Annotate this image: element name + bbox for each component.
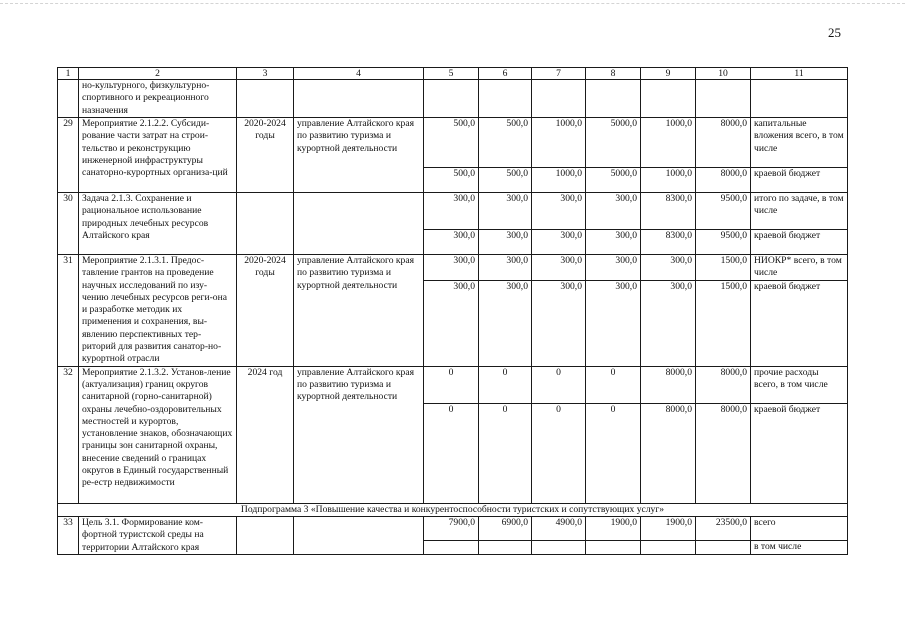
value-cell: 8000,0: [641, 403, 696, 503]
funding-source: капитальные вложения всего, в том числе: [751, 118, 848, 168]
column-number: 9: [641, 68, 696, 80]
column-number: 10: [696, 68, 751, 80]
value-cell: [586, 540, 641, 554]
value-cell: 300,0: [532, 193, 586, 230]
table-row: [58, 366, 848, 403]
value-cell: 1500,0: [696, 255, 751, 281]
value-cell: 300,0: [424, 280, 479, 366]
funding-source: НИОКР* всего, в том числе: [751, 255, 848, 281]
column-number: 3: [237, 68, 294, 80]
value-cell: 8000,0: [696, 366, 751, 403]
funding-source: итого по задаче, в том числе: [751, 193, 848, 230]
column-number: 7: [532, 68, 586, 80]
value-cell: 7900,0: [424, 516, 479, 540]
subprogram-row: [58, 503, 848, 516]
value-cell: 4900,0: [532, 516, 586, 540]
funding-source: краевой бюджет: [751, 280, 848, 366]
measure-name: Цель 3.1. Формирование ком-фортной туристской среды на территории Алтайского края: [79, 516, 237, 554]
value-cell: 9500,0: [696, 230, 751, 255]
scan-edge-line: [0, 3, 905, 4]
value-cell: 300,0: [532, 255, 586, 281]
value-cell: 9500,0: [696, 193, 751, 230]
value-cell: 300,0: [424, 255, 479, 281]
value-cell: 0: [532, 366, 586, 403]
value-cell: 6900,0: [479, 516, 532, 540]
column-number: 11: [751, 68, 848, 80]
table-row: [58, 193, 848, 230]
value-cell: 300,0: [479, 230, 532, 255]
funding-source: всего: [751, 516, 848, 540]
executor: управление Алтайского края по развитию туризма и курортной деятельности: [294, 255, 424, 367]
measure-name: Мероприятие 2.1.3.2. Установ-ление (актуализация) границ округов санитарной (горно-санитарной) охраны лечебно-оздоровительных местностей и курортов, установление знаков, обозначающих границы зон санитарной охраны, внесение сведений о границах округов в Единый государственный ре-естр недвижимости: [79, 366, 237, 503]
value-cell: 300,0: [479, 255, 532, 281]
value-cell: 300,0: [424, 193, 479, 230]
implementation-term: [237, 193, 294, 255]
row-number: 30: [58, 193, 79, 255]
value-cell: 23500,0: [696, 516, 751, 540]
value-cell: 8300,0: [641, 230, 696, 255]
value-cell: 300,0: [641, 280, 696, 366]
column-number: 1: [58, 68, 79, 80]
subprogram-title: Подпрограмма 3 «Повышение качества и конкурентоспособности туристских и сопутствующих услуг»: [58, 503, 848, 516]
value-cell: [532, 540, 586, 554]
row-number: 32: [58, 366, 79, 503]
value-cell: 300,0: [532, 230, 586, 255]
value-cell: 1000,0: [641, 118, 696, 168]
value-cell: 0: [586, 403, 641, 503]
value-cell: 500,0: [479, 168, 532, 193]
value-cell: 5000,0: [586, 118, 641, 168]
implementation-term: 2020-2024 годы: [237, 255, 294, 367]
value-cell: 0: [479, 366, 532, 403]
executor: [294, 516, 424, 554]
funding-source: краевой бюджет: [751, 403, 848, 503]
value-cell: 1000,0: [641, 168, 696, 193]
value-cell: 1900,0: [586, 516, 641, 540]
value-cell: 1000,0: [532, 168, 586, 193]
value-cell: 300,0: [586, 280, 641, 366]
measure-name: Мероприятие 2.1.3.1. Предос-тавление грантов на проведение научных исследований по изу-чению лечебных ресурсов реги-она и разработке методик их применения и сохранения, вы-явлению перспективных тер-риторий для развития санатор-но-курортной отрасли: [79, 255, 237, 367]
value-cell: 8000,0: [696, 168, 751, 193]
value-cell: 1000,0: [532, 118, 586, 168]
table-row: [58, 80, 848, 118]
value-cell: 300,0: [424, 230, 479, 255]
funding-source: прочие расходы всего, в том числе: [751, 366, 848, 403]
column-number: 6: [479, 68, 532, 80]
executor: [294, 193, 424, 255]
value-cell: 1900,0: [641, 516, 696, 540]
table-row: [58, 118, 848, 168]
measure-name: но-культурного, физкультурно-спортивного и рекреационного назначения: [79, 80, 237, 118]
value-cell: [479, 540, 532, 554]
value-cell: [696, 540, 751, 554]
table-row: [58, 516, 848, 540]
value-cell: 0: [532, 403, 586, 503]
row-number: 31: [58, 255, 79, 367]
column-number-row: [58, 68, 848, 80]
column-number: 2: [79, 68, 237, 80]
value-cell: 500,0: [424, 168, 479, 193]
executor: управление Алтайского края по развитию туризма и курортной деятельности: [294, 118, 424, 193]
implementation-term: [237, 516, 294, 554]
column-number: 5: [424, 68, 479, 80]
value-cell: 300,0: [586, 255, 641, 281]
funding-source: краевой бюджет: [751, 168, 848, 193]
value-cell: 300,0: [479, 193, 532, 230]
value-cell: 500,0: [479, 118, 532, 168]
value-cell: 300,0: [641, 255, 696, 281]
value-cell: 300,0: [532, 280, 586, 366]
executor: управление Алтайского края по развитию туризма и курортной деятельности: [294, 366, 424, 503]
page-number: 25: [828, 25, 841, 40]
value-cell: 1500,0: [696, 280, 751, 366]
column-number: 4: [294, 68, 424, 80]
funding-source: в том числе: [751, 540, 848, 554]
value-cell: 300,0: [479, 280, 532, 366]
value-cell: 500,0: [424, 118, 479, 168]
value-cell: 0: [586, 366, 641, 403]
measure-name: Мероприятие 2.1.2.2. Субсиди-рование части затрат на строи-тельство и реконструкцию инженерной инфраструктуры санаторно-курортных организа-ций: [79, 118, 237, 193]
value-cell: 300,0: [586, 230, 641, 255]
value-cell: 8000,0: [696, 403, 751, 503]
value-cell: 5000,0: [586, 168, 641, 193]
value-cell: 8000,0: [641, 366, 696, 403]
implementation-term: 2020-2024 годы: [237, 118, 294, 193]
measure-name: Задача 2.1.3. Сохранение и рациональное использование природных лечебных ресурсов Алтайского края: [79, 193, 237, 255]
value-cell: [424, 540, 479, 554]
value-cell: 300,0: [586, 193, 641, 230]
table-row: [58, 255, 848, 281]
implementation-term: 2024 год: [237, 366, 294, 503]
value-cell: 0: [479, 403, 532, 503]
column-number: 8: [586, 68, 641, 80]
row-number: 33: [58, 516, 79, 554]
program-table: [57, 67, 848, 555]
funding-source: краевой бюджет: [751, 230, 848, 255]
value-cell: 0: [424, 403, 479, 503]
value-cell: 0: [424, 366, 479, 403]
value-cell: [641, 540, 696, 554]
value-cell: 8300,0: [641, 193, 696, 230]
value-cell: 8000,0: [696, 118, 751, 168]
row-number: 29: [58, 118, 79, 193]
